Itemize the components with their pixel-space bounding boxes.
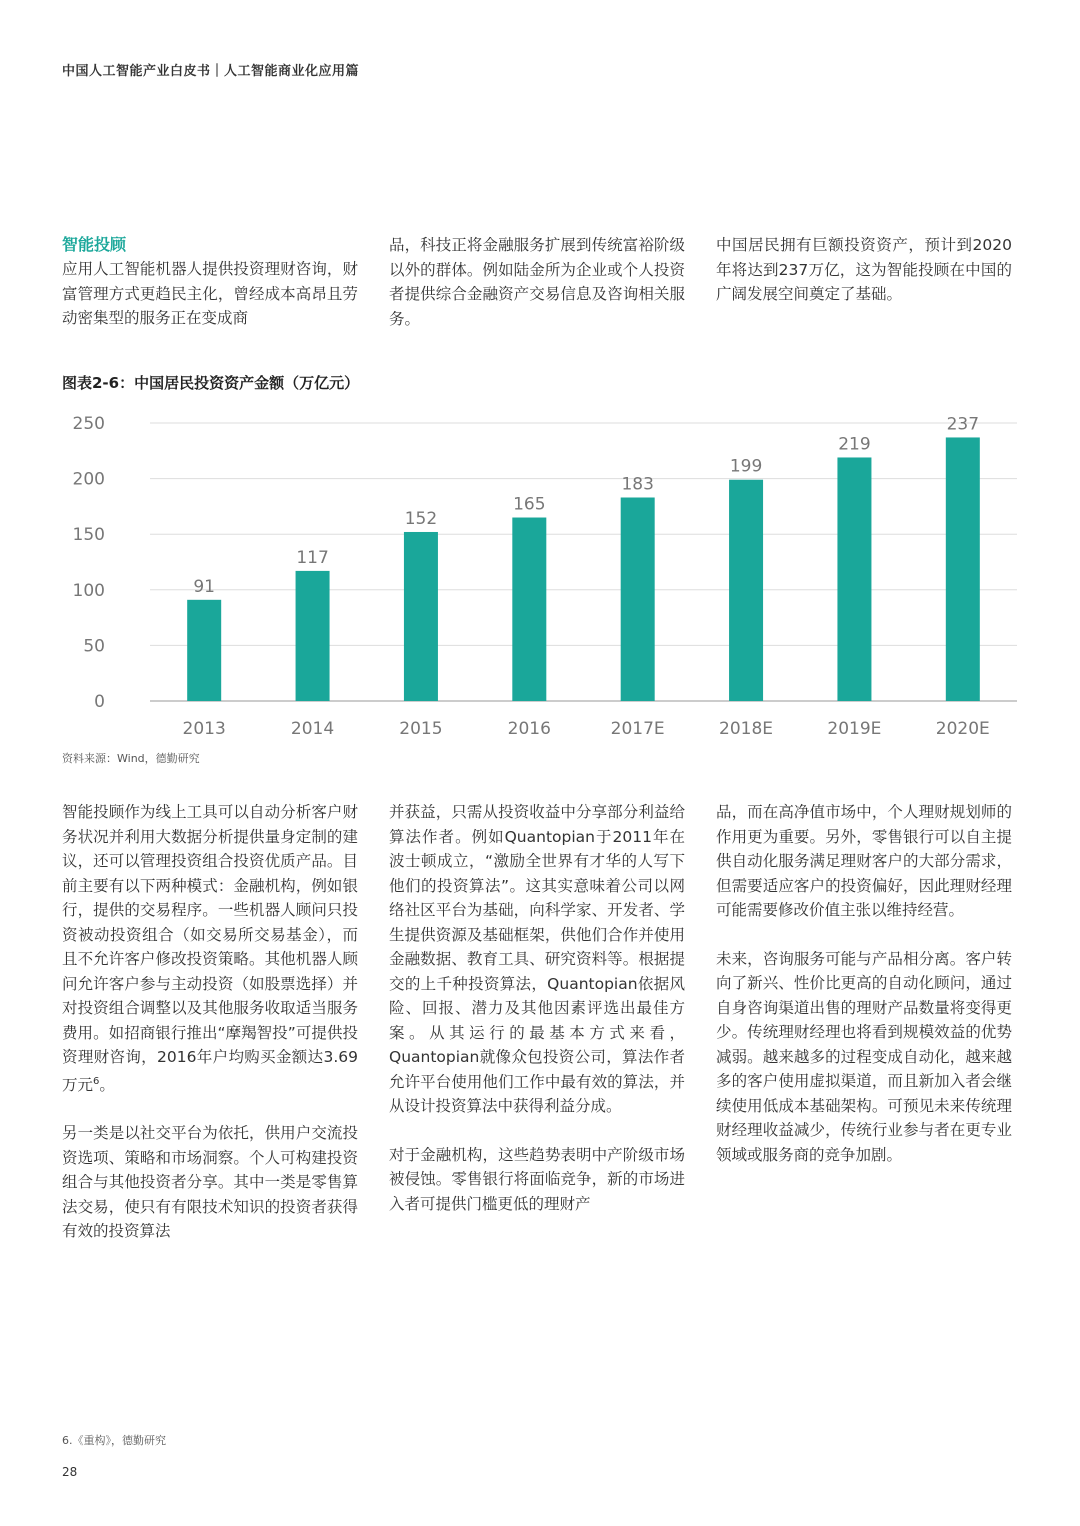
data-label: 152 [404,508,438,529]
data-label: 165 [513,494,546,515]
body-paragraph [62,800,358,1097]
x-tick-label: 2013 [182,719,226,739]
x-tick-label: 2014 [290,719,335,739]
bar [729,480,763,701]
intro-column-2 [389,233,685,331]
y-tick-label: 100 [72,580,105,601]
data-label: 183 [621,474,654,495]
bar [946,437,980,701]
footnote-marker: 6 [93,1075,100,1087]
y-tick-label: 150 [72,525,105,546]
body-text: 智能投顾作为线上工具可以自动分析客户财务状况并利用大数据分析提供量身定制的建议，还可以管理投资组合投资优质产品。目前主要有以下两种模式：金融机构，例如银行，提供的交易程序。一些机器人顾问只投资被动投资组合（如交易所交易基金），而且不允许客户修改投资策略。其他机器人顾问允许客户参与主动投资（如股票选择）并对投资组合调整以及其他服务收取适当服务费用。如招商银行推出“摩羯智投”可提供投资理财咨询，2016年户均购买金额达3.69万元 [62,803,358,1094]
body-column-3 [716,800,1012,1191]
body-column-2 [389,800,685,1240]
running-header: 中国人工智能产业白皮书｜人工智能商业化应用篇 [62,64,360,79]
x-tick-label: 2019E [827,719,882,739]
body-paragraph: 并获益，只需从投资收益中分享部分利益给算法作者。例如Quantopian于2011年在波士顿成立，“激励全世界有才华的人写下他们的投资算法”。这其实意味着公司以网络社区平台为基础，向科学家、开发者、学生提供资源及基础框架，供他们合作并使用金融数据、教育工具、研究资料等。根据提交的上千种投资算法，Quantopian依据风险、回报、潜力及其他因素评选出最佳方案。从其运行的最基本方式来看，Quantopian就像众包投资公司，算法作者允许平台使用他们工作中最有效的算法，并从设计投资算法中获得利益分成。 [389,803,685,1115]
intro-column-3 [716,233,1012,307]
intro-text-3: 中国居民拥有巨额投资资产，预计到2020年将达到237万亿，这为智能投顾在中国的广阔发展空间奠定了基础。 [716,236,1012,303]
body-paragraph: 另一类是以社交平台为依托，供用户交流投资选项、策略和市场洞察。个人可构建投资组合与其他投资者分享。其中一类是零售算法交易，使只有有限技术知识的投资者获得有效的投资算法 [62,1124,358,1241]
data-label: 237 [946,414,980,435]
intro-text-1: 应用人工智能机器人提供投资理财咨询，财富管理方式更趋民主化，曾经成本高昂且劳动密集型的服务正在变成商 [62,260,358,327]
x-tick-label: 2015 [399,719,443,739]
x-tick-label: 2016 [507,719,551,739]
y-tick-label: 50 [83,636,105,657]
x-tick-label: 2017E [610,719,665,739]
bar [187,600,221,701]
bar [512,518,546,701]
data-label: 117 [296,547,329,568]
x-tick-label: 2018E [719,719,774,739]
body-paragraph: 对于金融机构，这些趋势表明中产阶级市场被侵蚀。零售银行将面临竞争，新的市场进入者可提供门槛更低的理财产 [389,1145,685,1213]
intro-column-1 [62,233,358,331]
intro-text-2: 品，科技正将金融服务扩展到传统富裕阶级以外的群体。例如陆金所为企业或个人投资者提供综合金融资产交易信息及咨询相关服务。 [389,236,685,328]
body-paragraph: 未来，咨询服务可能与产品相分离。客户转向了新兴、性价比更高的自动化顾问，通过自身咨询渠道出售的理财产品数量将变得更少。传统理财经理也将看到规模效益的优势减弱。越来越多的过程变成自动化，越来越多的客户使用虚拟渠道，而且新加入者会继续使用低成本基础架构。可预见未来传统理财经理收益减少，传统行业参与者在更专业领域或服务商的竞争加剧。 [716,949,1012,1164]
data-label: 199 [729,456,763,477]
body-text: 。 [99,1075,115,1094]
y-tick-label: 200 [72,469,105,490]
x-tick-label: 2020E [935,719,990,739]
footnote: 6.《重构》，德勤研究 [62,1434,166,1447]
bar [621,498,655,701]
y-tick-label: 0 [94,692,105,712]
body-paragraph: 品，而在高净值市场中，个人理财规划师的作用更为重要。另外，零售银行可以自主提供自动化服务满足理财客户的大部分需求，但需要适应客户的投资偏好，因此理财经理可能需要修改价值主张以维持经营。 [716,803,1012,919]
section-title: 智能投顾 [62,235,127,254]
bar [296,571,330,701]
bar-chart [62,400,1022,750]
data-label: 219 [838,434,871,455]
figure-source: 资料来源：Wind，德勤研究 [62,752,200,765]
bar [404,532,438,701]
data-label: 91 [193,576,216,597]
page-number: 28 [62,1465,78,1479]
body-column-1 [62,800,358,1268]
y-tick-label: 250 [72,414,105,434]
bar [837,457,871,701]
figure-title: 图表2-6：中国居民投资资产金额（万亿元） [62,374,360,392]
